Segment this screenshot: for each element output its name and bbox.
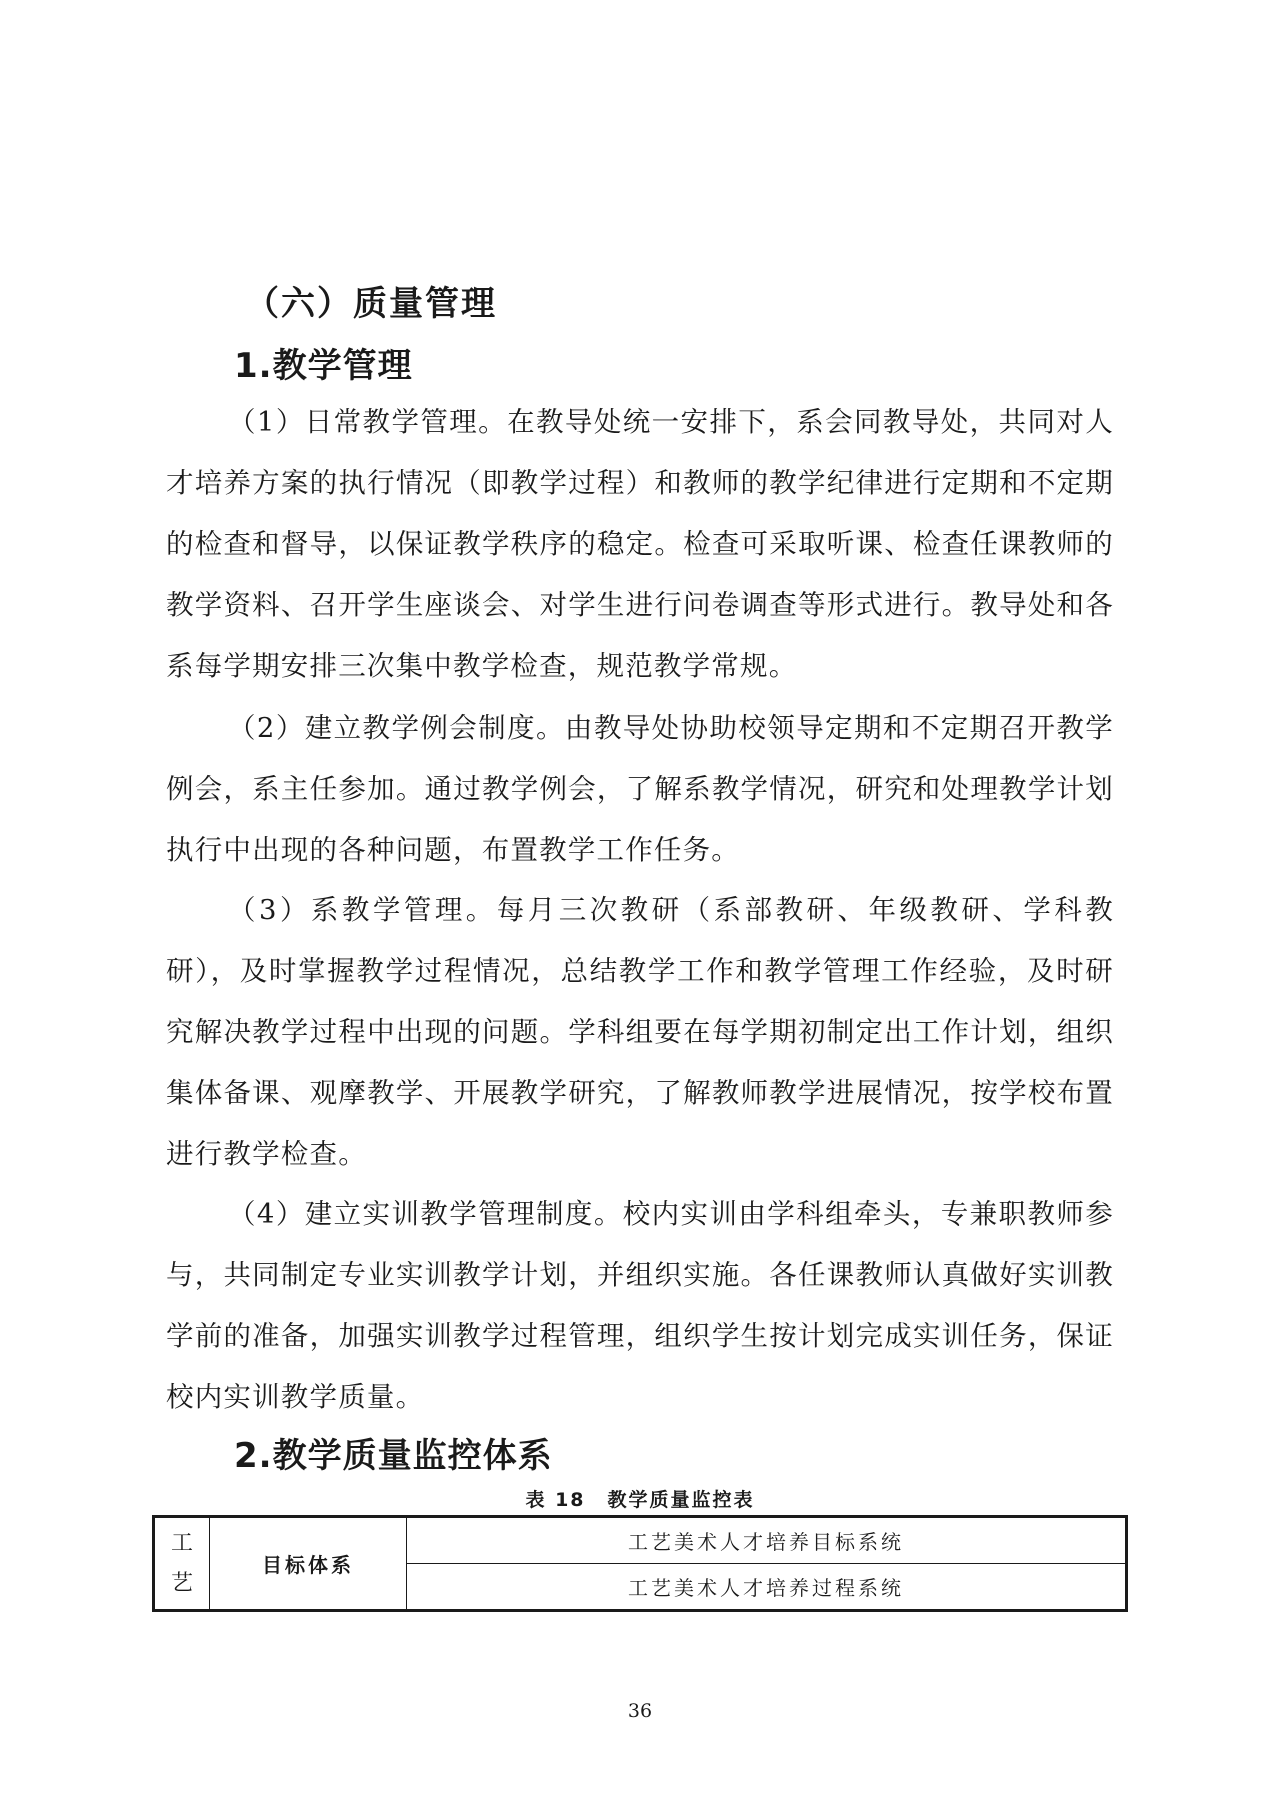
paragraph-meeting-system: （2）建立教学例会制度。由教导处协助校领导定期和不定期召开教学例会，系主任参加。通过教学例会，了解系教学情况，研究和处理教学计划执行中出现的各种问题，布置教学工作任务。 (166, 712, 1114, 866)
table-category-char-2: 艺 (170, 1570, 193, 1596)
table-category-char-1: 工 (170, 1530, 193, 1556)
page-number: 36 (627, 1700, 653, 1722)
subsection-title-teaching-management: 1.教学管理 (234, 346, 413, 386)
table-caption-title: 教学质量监控表 (607, 1489, 755, 1511)
table-caption (0, 1485, 1280, 1512)
table-row (154, 1517, 1127, 1564)
table-caption-number: 表 18 (525, 1489, 586, 1511)
table-system-cell: 目标体系 (210, 1517, 407, 1611)
section-title: （六）质量管理 (245, 284, 497, 324)
table-category-cell (154, 1517, 210, 1611)
paragraph-daily-management: （1）日常教学管理。在教导处统一安排下，系会同教导处，共同对人才培养方案的执行情况（即教学过程）和教师的教学纪律进行定期和不定期的检查和督导，以保证教学秩序的稳定。检查可采取听课、检查任课教师的教学资料、召开学生座谈会、对学生进行问卷调查等形式进行。教导处和各系每学期安排三次集中教学检查，规范教学常规。 (166, 406, 1114, 682)
table-cell-target-system: 工艺美术人才培养目标系统 (407, 1517, 1127, 1564)
paragraph-department-management: （3）系教学管理。每月三次教研（系部教研、年级教研、学科教研），及时掌握教学过程情况，总结教学工作和教学管理工作经验，及时研究解决教学过程中出现的问题。学科组要在每学期初制定出工作计划，组织集体备课、观摩教学、开展教学研究，了解教师教学进展情况，按学校布置进行教学检查。 (166, 894, 1114, 1170)
table-cell-process-system: 工艺美术人才培养过程系统 (407, 1564, 1127, 1611)
paragraph-training-management: （4）建立实训教学管理制度。校内实训由学科组牵头，专兼职教师参与，共同制定专业实训教学计划，并组织实施。各任课教师认真做好实训教学前的准备，加强实训教学过程管理，组织学生按计划完成实训任务，保证校内实训教学质量。 (166, 1198, 1114, 1413)
quality-monitoring-table (152, 1515, 1128, 1612)
subsection-title-quality-monitoring: 2.教学质量监控体系 (234, 1436, 553, 1476)
